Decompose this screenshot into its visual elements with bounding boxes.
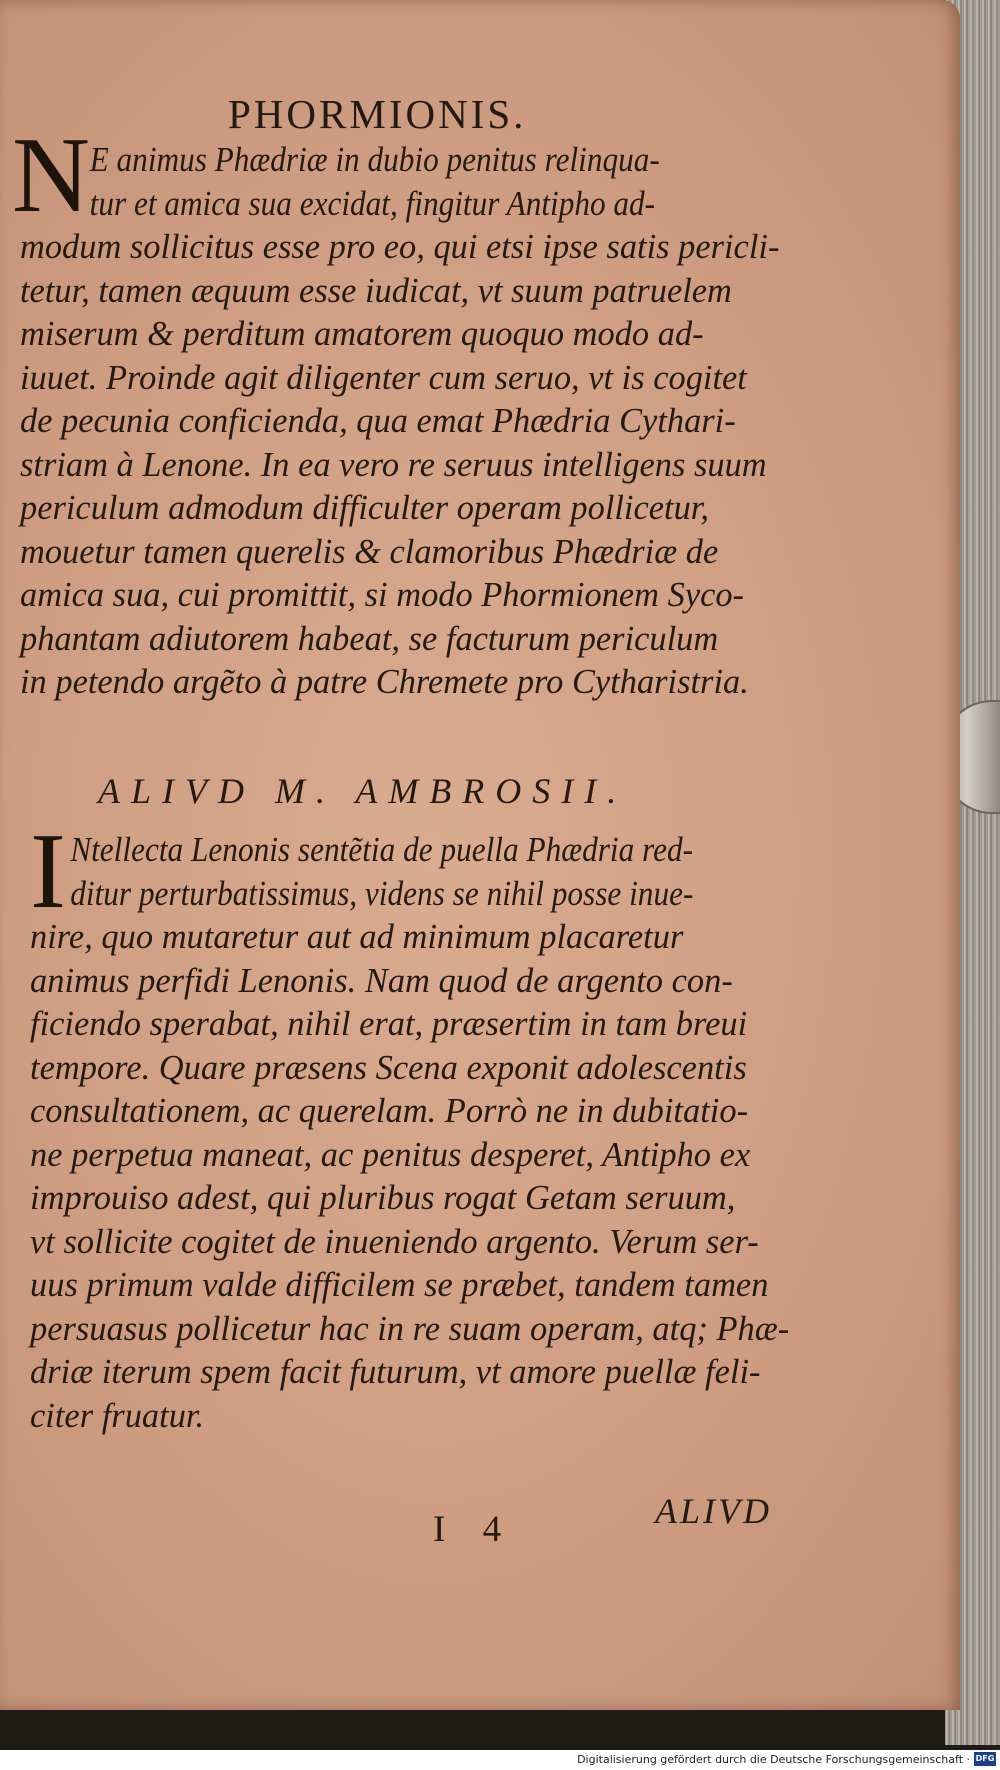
argument-paragraph <box>20 138 793 704</box>
alternate-argument-paragraph <box>30 828 802 1437</box>
text-line: persuasus pollicetur hac in re suam operam, atq; Phæ- <box>30 1308 790 1348</box>
text-line: animus perfidi Lenonis. Nam quod de argento con- <box>30 960 733 1000</box>
text-line: citer fruatur. <box>30 1395 205 1435</box>
catchword: ALIVD <box>655 1491 772 1531</box>
dropcap-i: I <box>30 812 66 931</box>
text-line: de pecunia conficienda, qua emat Phædria Cythari- <box>20 401 736 440</box>
text-line: iuuet. Proinde agit diligenter cum seruo, vt is cogitet <box>20 357 747 397</box>
text-line: ne perpetua maneat, ac penitus desperet, Antipho ex <box>30 1134 751 1174</box>
dfg-logo: DFG <box>974 1752 996 1766</box>
section-heading: ALIVD M. AMBROSII. <box>98 771 628 811</box>
text-line: miserum & perditum amatorem quoquo modo ad- <box>20 314 704 353</box>
text-line: Ntellecta Lenonis sentẽtia de puella Phædria red- <box>70 830 694 869</box>
text-line: improuiso adest, qui pluribus rogat Getam seruum, <box>30 1178 736 1217</box>
text-line: mouetur tamen querelis & clamoribus Phædriæ de <box>20 531 719 571</box>
text-line: vt sollicite cogitet de inueniendo argento. Verum ser- <box>30 1221 759 1261</box>
text-line: driæ iterum spem facit futurum, vt amore puellæ feli- <box>30 1352 761 1391</box>
running-head: PHORMIONIS. <box>228 91 527 137</box>
text-line: nire, quo mutaretur aut ad minimum placaretur <box>30 917 684 956</box>
text-line: E animus Phædriæ in dubio penitus relinqua- <box>89 140 660 179</box>
funding-credit: Digitalisierung gefördert durch die Deutsche Forschungsgemeinschaft · <box>577 1753 970 1766</box>
text-line: in petendo argẽto à patre Chremete pro Cytharistria. <box>20 662 749 701</box>
text-line: tetur, tamen æquum esse iudicat, vt suum patruelem <box>20 270 732 310</box>
text-line: tempore. Quare præsens Scena exponit adolescentis <box>30 1047 747 1087</box>
text-line: tur et amica sua excidat, fingitur Antipho ad- <box>89 183 656 223</box>
text-line: periculum admodum difficulter operam pollicetur, <box>20 488 709 527</box>
text-line: uus primum valde difficilem se præbet, tandem tamen <box>30 1265 769 1304</box>
text-line: amica sua, cui promittit, si modo Phormionem Syco- <box>20 575 745 614</box>
text-line: striam à Lenone. In ea vero re seruus intelligens suum <box>20 444 767 484</box>
text-line: phantam adiutorem habeat, se facturum periculum <box>20 618 719 658</box>
dropcap-n: N <box>12 116 90 235</box>
text-line: ditur perturbatissimus, videns se nihil posse inue- <box>70 873 694 913</box>
text-line: modum sollicitus esse pro eo, qui etsi ipse satis pericli- <box>20 227 780 266</box>
text-line: ficiendo sperabat, nihil erat, præsertim in tam breui <box>30 1004 748 1043</box>
text-line: consultationem, ac querelam. Porrò ne in dubitatio- <box>30 1091 749 1130</box>
signature-mark: I 4 <box>433 1509 516 1550</box>
